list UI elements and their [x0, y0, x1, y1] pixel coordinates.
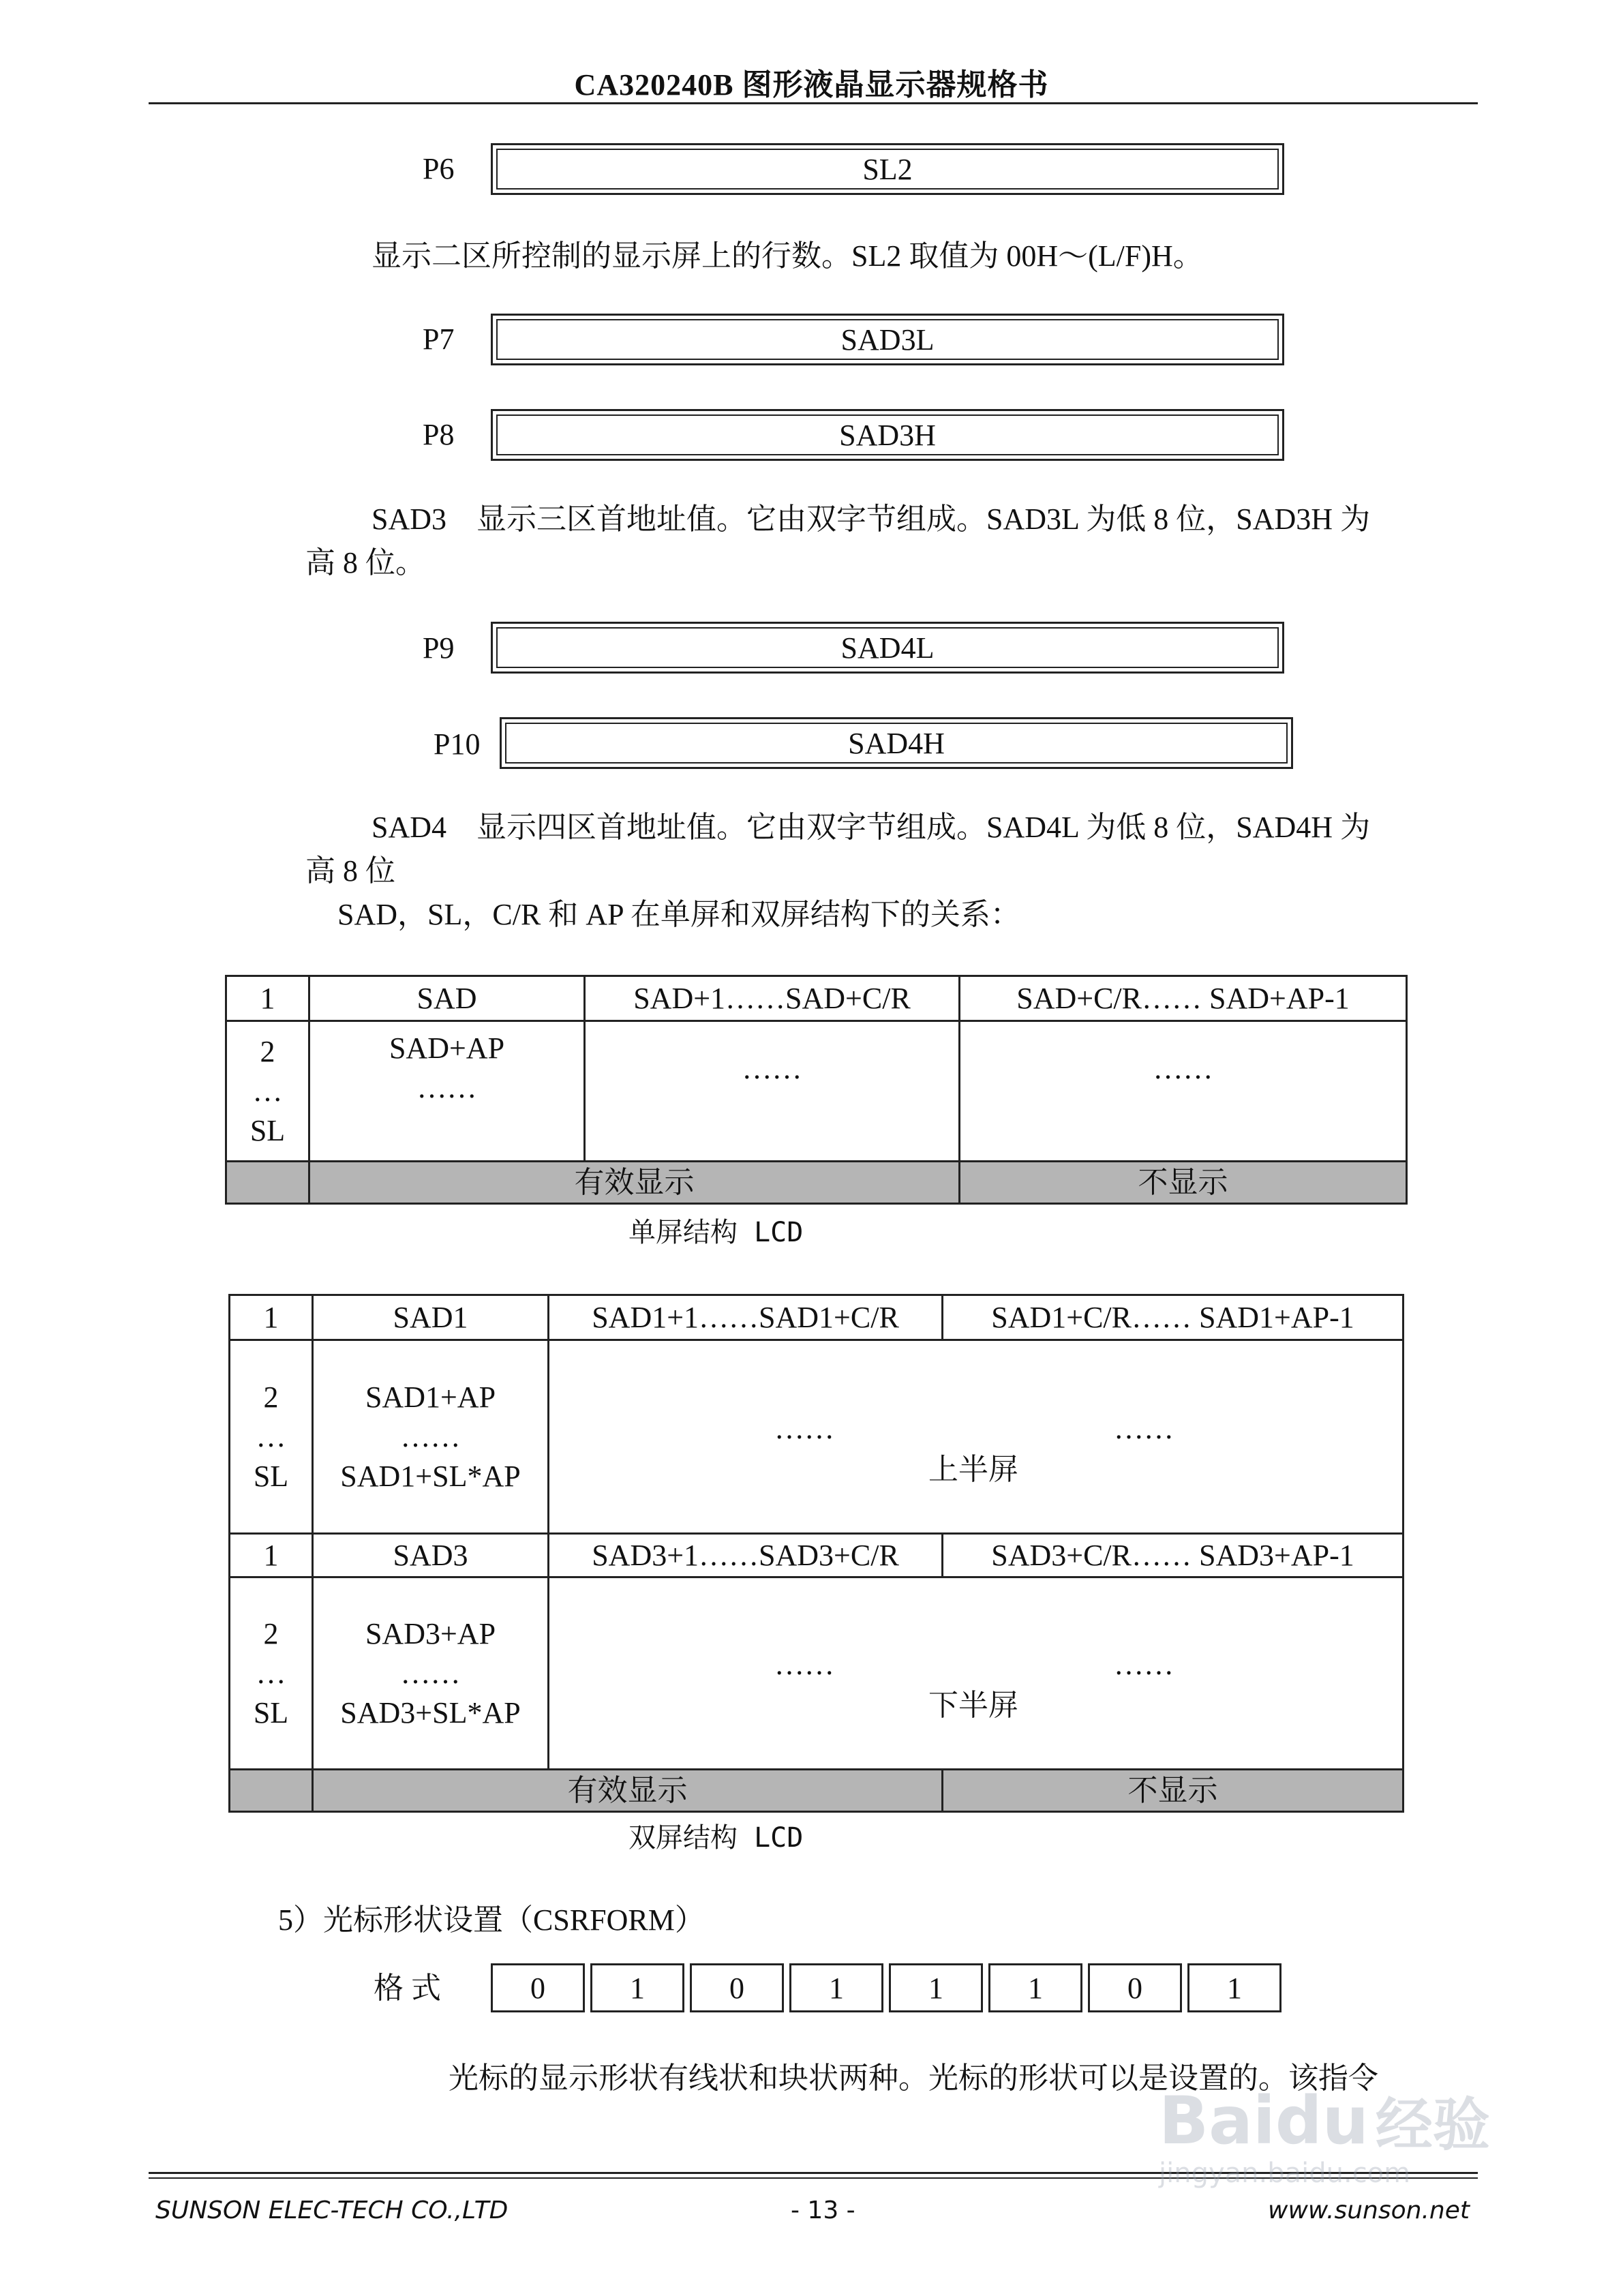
- baidu-watermark: [1159, 2079, 1490, 2189]
- no-display-cell: 不显示: [960, 1162, 1407, 1204]
- format-bit-5: 1: [988, 1963, 1082, 2012]
- no-display-cell: 不显示: [943, 1770, 1404, 1812]
- table-cell: SAD+C/R…… SAD+AP-1: [960, 976, 1407, 1021]
- dual-screen-caption: 双屏结构 LCD: [628, 1822, 804, 1854]
- table-cell: [309, 1021, 585, 1162]
- valid-display-cell: 有效显示: [313, 1770, 943, 1812]
- lower-half-label: 下半屏: [928, 1689, 1018, 1722]
- format-bit-3: 1: [789, 1963, 883, 2012]
- csrform-heading: 5）光标形状设置（CSRFORM）: [278, 1903, 705, 1937]
- row-index: …: [256, 1419, 286, 1453]
- sad4-description-line2: 高 8 位: [305, 854, 395, 888]
- cell-line: SAD3+SL*AP: [340, 1695, 521, 1729]
- register-label-p8: P8: [423, 418, 455, 451]
- register-box-p6: SL2: [491, 143, 1284, 195]
- dual-screen-table: [228, 1294, 1404, 1813]
- ellipsis: ……: [1114, 1412, 1174, 1445]
- table-cell: SAD+1……SAD+C/R: [585, 976, 960, 1021]
- table-cell: 1: [230, 1534, 313, 1577]
- sl2-description: 显示二区所控制的显示屏上的行数。SL2 取值为 00H～(L/F)H。: [371, 239, 1203, 273]
- register-label-p6: P6: [423, 152, 455, 185]
- cell-line: SAD1+SL*AP: [340, 1459, 521, 1493]
- register-box-p9: SAD4L: [491, 622, 1284, 674]
- ellipsis: ……: [1114, 1648, 1174, 1681]
- shaded-cell: [230, 1770, 313, 1812]
- table-cell: SAD: [309, 976, 585, 1021]
- table-cell: 1: [226, 976, 309, 1021]
- register-label-p9: P9: [423, 631, 455, 665]
- row-index: SL: [253, 1695, 289, 1729]
- row-index-cell: [230, 1340, 313, 1534]
- upper-half-label: 上半屏: [928, 1453, 1018, 1486]
- footer-page-number: - 13 -: [791, 2196, 855, 2224]
- row-index: 2: [260, 1034, 275, 1068]
- register-label-p10: P10: [434, 727, 481, 761]
- row-index: SL: [253, 1459, 289, 1493]
- register-box-p7: SAD3L: [491, 314, 1284, 365]
- row-index: SL: [249, 1113, 286, 1147]
- table-cell: SAD3+1……SAD3+C/R: [549, 1534, 943, 1577]
- shaded-cell: [226, 1162, 309, 1204]
- footer-website: www.sunson.net: [1268, 2196, 1470, 2224]
- table-cell: ……: [585, 1021, 960, 1162]
- format-bit-1: 1: [590, 1963, 684, 2012]
- cell-line: SAD1+AP: [365, 1380, 496, 1414]
- watermark-brand: Baidu: [1159, 2082, 1369, 2159]
- row-index: …: [256, 1656, 286, 1690]
- footer-company: SUNSON ELEC-TECH CO.,LTD: [155, 2196, 509, 2224]
- upper-half-cell: [549, 1340, 1404, 1534]
- table-cell: [313, 1340, 549, 1534]
- sad4-description-line1: SAD4 显示四区首地址值。它由双字节组成。SAD4L 为低 8 位，SAD4H 为: [371, 811, 1371, 844]
- cell-line: ……: [400, 1656, 461, 1690]
- single-screen-caption: 单屏结构 LCD: [628, 1217, 804, 1248]
- watermark-brand-cn: 经验: [1375, 2091, 1490, 2158]
- valid-display-cell: 有效显示: [309, 1162, 960, 1204]
- cell-line: ……: [416, 1071, 477, 1104]
- cell-line: SAD3+AP: [365, 1616, 496, 1650]
- ellipsis: ……: [774, 1648, 834, 1681]
- ellipsis: ……: [774, 1412, 834, 1445]
- sad3-description-line1: SAD3 显示三区首地址值。它由双字节组成。SAD3L 为低 8 位，SAD3H 为: [371, 502, 1371, 536]
- table-cell: SAD1+C/R…… SAD1+AP-1: [943, 1295, 1404, 1340]
- register-box-p8: SAD3H: [491, 409, 1284, 461]
- row-index-cell: [226, 1021, 309, 1162]
- single-screen-table: [225, 975, 1408, 1205]
- row-index-cell: [230, 1577, 313, 1770]
- format-bit-2: 0: [690, 1963, 784, 2012]
- table-cell: [313, 1577, 549, 1770]
- register-label-p7: P7: [423, 322, 455, 356]
- register-box-p10: SAD4H: [500, 717, 1293, 769]
- cell-line: ……: [400, 1419, 461, 1453]
- format-label: 格 式: [374, 1972, 441, 2005]
- format-bit-4: 1: [889, 1963, 983, 2012]
- format-bit-0: 0: [491, 1963, 585, 2012]
- table-cell: ……: [960, 1021, 1407, 1162]
- table-cell: SAD3+C/R…… SAD3+AP-1: [943, 1534, 1404, 1577]
- row-index: 2: [263, 1380, 279, 1414]
- sad3-description-line2: 高 8 位。: [305, 546, 425, 579]
- row-index: …: [252, 1074, 283, 1108]
- csrform-description: 光标的显示形状有线状和块状两种。光标的形状可以是设置的。该指令: [449, 2061, 1378, 2095]
- watermark-url: jingyan.baidu.com: [1159, 2158, 1411, 2189]
- table-cell: 1: [230, 1295, 313, 1340]
- table-cell: SAD1: [313, 1295, 549, 1340]
- lower-half-cell: [549, 1577, 1404, 1770]
- table-cell: SAD3: [313, 1534, 549, 1577]
- relation-description: SAD，SL，C/R 和 AP 在单屏和双屏结构下的关系：: [337, 898, 1020, 931]
- page-title: CA320240B 图形液晶显示器规格书: [574, 68, 1049, 102]
- table-cell: SAD1+1……SAD1+C/R: [549, 1295, 943, 1340]
- row-index: 2: [263, 1616, 279, 1650]
- format-bit-7: 1: [1187, 1963, 1281, 2012]
- cell-line: SAD+AP: [389, 1031, 505, 1065]
- format-bit-6: 0: [1088, 1963, 1182, 2012]
- header-rule: [149, 102, 1478, 104]
